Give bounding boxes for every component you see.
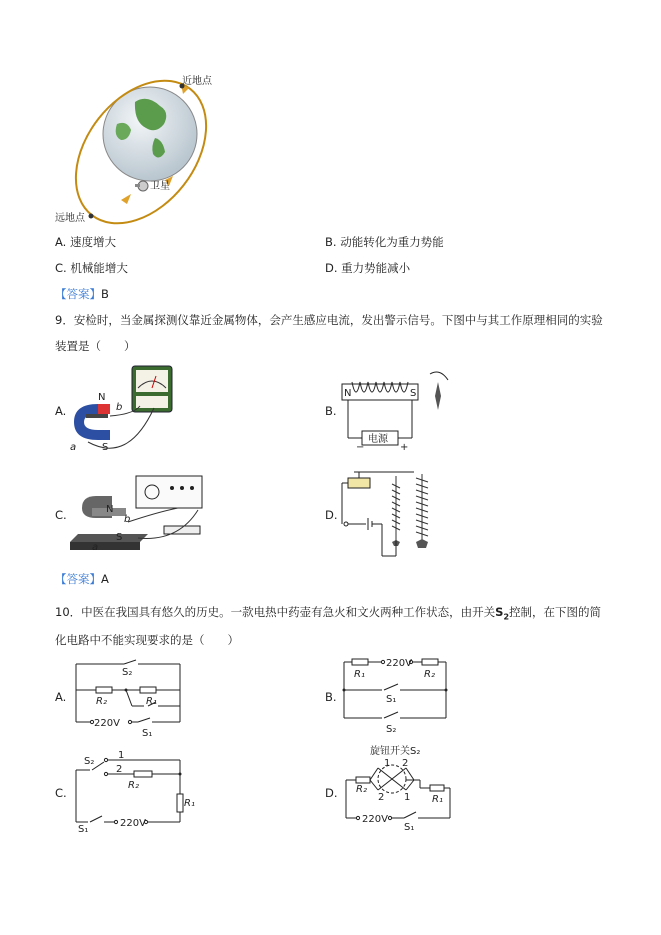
svg-text:R₂: R₂ <box>424 669 435 680</box>
q9-figure-a <box>68 364 188 456</box>
svg-text:R₂: R₂ <box>356 784 367 795</box>
electromagnet-right <box>416 474 428 540</box>
q10-option-a: A. <box>55 690 67 704</box>
q9-figure-b <box>338 370 458 452</box>
q9-stem-line2: 装置是（ ） <box>55 339 136 353</box>
q9-answer: 【答案】A <box>55 572 109 586</box>
q10-option-d: D. <box>325 786 338 800</box>
svg-text:220V: 220V <box>362 814 388 825</box>
q9-figure-c <box>68 472 208 556</box>
svg-text:1: 1 <box>404 792 411 803</box>
q10-option-c: C. <box>55 786 67 800</box>
q10-circuit-c <box>72 750 195 835</box>
q9-figure-d <box>338 470 438 560</box>
svg-text:N: N <box>344 388 352 399</box>
label-apogee: 远地点 <box>55 213 85 224</box>
q8-answer: 【答案】B <box>55 287 109 301</box>
svg-text:S₂: S₂ <box>84 756 95 767</box>
svg-text:N: N <box>98 392 106 403</box>
svg-text:2: 2 <box>116 764 123 775</box>
label-perigee: 近地点 <box>182 76 212 87</box>
svg-text:S: S <box>102 442 109 453</box>
svg-text:220V: 220V <box>94 718 120 729</box>
q9-option-c: C. <box>55 508 67 522</box>
q10-stem-line2: 化电路中不能实现要求的是（ ） <box>55 633 239 647</box>
satellite-icon <box>135 181 148 191</box>
svg-text:R₁: R₁ <box>432 794 443 805</box>
q8-option-c: C. 机械能增大 <box>55 261 128 275</box>
svg-text:2: 2 <box>378 792 385 803</box>
q10-stem-line1: 10．中医在我国具有悠久的历史。一款电热中药壶有急火和文火两种工作状态，由开关$S_2$控制，在下图的简 <box>55 605 602 622</box>
q10-option-b: B. <box>325 690 337 704</box>
q10-circuit-d <box>342 746 454 832</box>
svg-text:S₁: S₁ <box>386 694 397 705</box>
svg-text:−: − <box>356 442 365 453</box>
svg-text:S₁: S₁ <box>404 822 415 833</box>
svg-text:电源: 电源 <box>368 434 388 445</box>
q10-circuit-b <box>342 656 450 738</box>
svg-text:S: S <box>116 532 123 543</box>
q9-stem-line1: 9．安检时，当金属探测仪靠近金属物体，会产生感应电流，发出警示信号。下图中与其工作原理相同的实验 <box>55 313 603 327</box>
q9-option-b: B. <box>325 404 337 418</box>
svg-text:2: 2 <box>402 758 409 769</box>
svg-text:+: + <box>400 442 409 453</box>
q8-option-d: D. 重力势能减小 <box>325 261 411 275</box>
svg-text:N: N <box>106 504 114 515</box>
svg-text:S: S <box>410 388 417 399</box>
electromagnet-left <box>392 476 400 540</box>
svg-text:S₂: S₂ <box>122 667 133 678</box>
svg-text:R₂: R₂ <box>96 696 107 707</box>
q8-option-a: A. 速度增大 <box>55 235 116 249</box>
compass-needle-icon <box>430 372 448 410</box>
svg-text:b: b <box>116 402 123 413</box>
svg-text:R₂: R₂ <box>128 780 139 791</box>
svg-text:220V: 220V <box>386 658 412 669</box>
q8-option-b: B. 动能转化为重力势能 <box>325 235 444 249</box>
svg-text:220V: 220V <box>120 818 146 829</box>
svg-text:R₁: R₁ <box>146 696 157 707</box>
q9-option-d: D. <box>325 508 338 522</box>
svg-text:b: b <box>124 514 131 525</box>
svg-text:R₁: R₁ <box>184 798 195 809</box>
svg-text:S₂: S₂ <box>386 724 397 735</box>
svg-text:R₁: R₁ <box>354 669 365 680</box>
svg-text:a: a <box>70 442 77 453</box>
svg-text:1: 1 <box>118 750 125 761</box>
label-satellite: 卫星 <box>150 181 170 192</box>
svg-text:S₁: S₁ <box>78 824 89 835</box>
svg-text:a: a <box>92 542 99 553</box>
q10-circuit-a <box>74 660 184 742</box>
svg-text:S₁: S₁ <box>142 728 153 739</box>
svg-text:1: 1 <box>384 758 391 769</box>
svg-text:旋钮开关S₂: 旋钮开关S₂ <box>370 746 421 757</box>
q9-option-a: A. <box>55 404 67 418</box>
orbit-figure <box>55 72 245 232</box>
